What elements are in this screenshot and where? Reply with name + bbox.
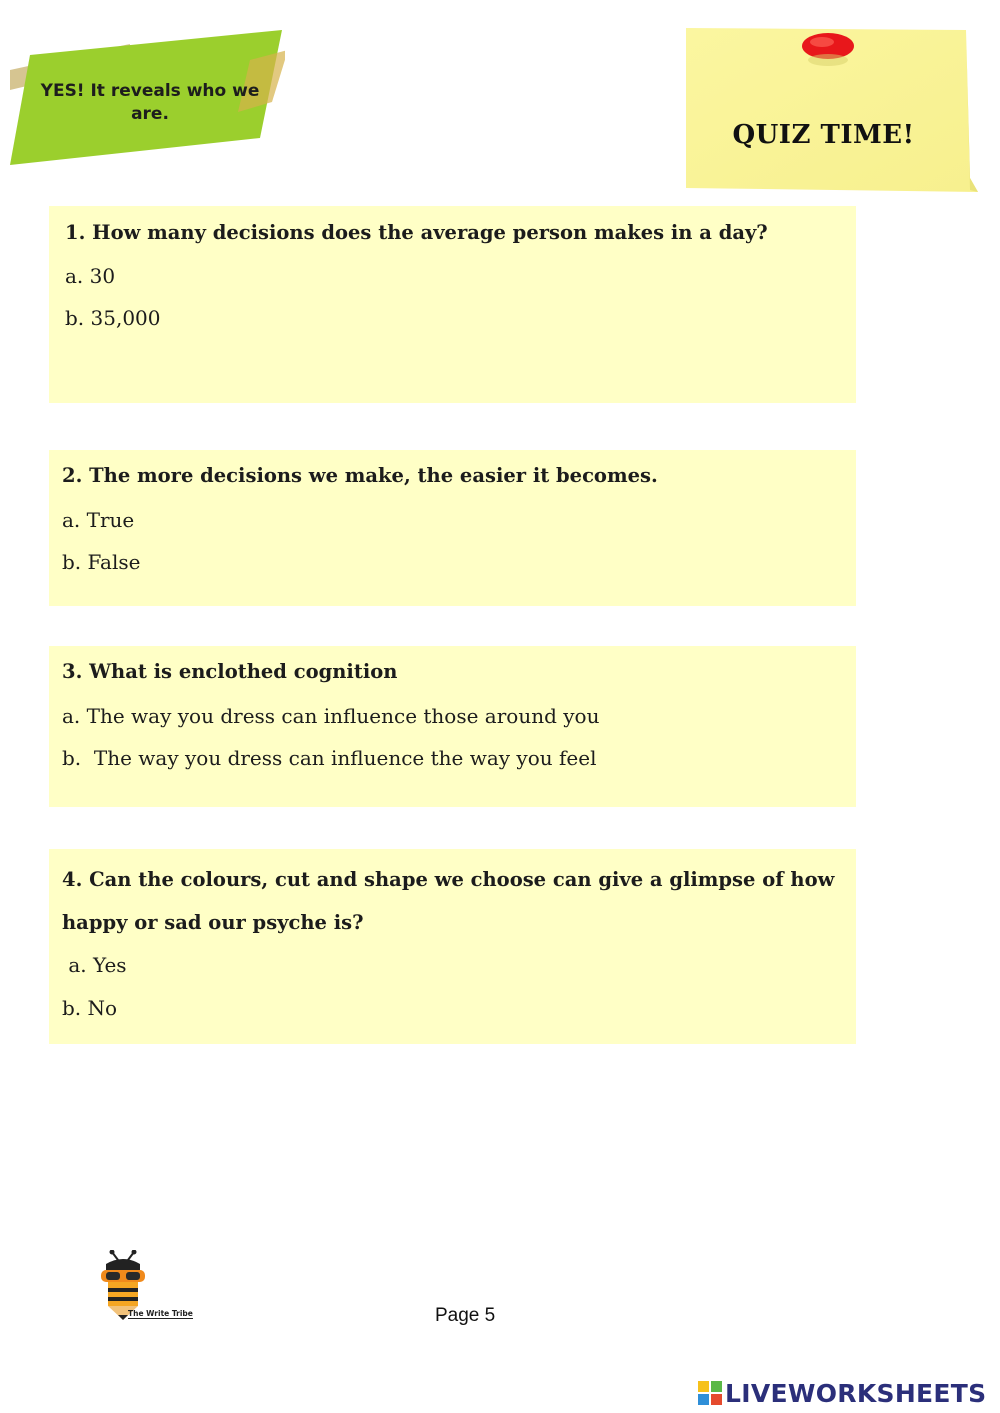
liveworksheets-watermark — [698, 1376, 986, 1410]
write-tribe-logo — [98, 1250, 208, 1330]
options-list — [62, 695, 856, 779]
green-sticker-note — [10, 30, 285, 165]
sticker-text: YES! It reveals who we are. — [40, 81, 260, 124]
option-a[interactable]: a. The way you dress can influence those around you — [62, 704, 600, 728]
pushpin-icon — [798, 30, 858, 70]
option-a[interactable]: a. Yes — [62, 953, 127, 977]
question-text: 1. How many decisions does the average person makes in a day? — [65, 221, 768, 244]
question-text: 2. The more decisions we make, the easier it becomes. — [62, 464, 658, 487]
option-b[interactable]: b. The way you dress can influence the way you feel — [62, 746, 597, 770]
question-text: 3. What is enclothed cognition — [62, 660, 398, 683]
option-b[interactable]: b. No — [62, 996, 118, 1020]
option-a[interactable]: a. True — [62, 508, 135, 532]
question-box-4 — [49, 849, 856, 1044]
option-b[interactable]: b. False — [62, 550, 141, 574]
options-list — [65, 255, 856, 339]
liveworksheets-logo-icon — [698, 1381, 722, 1405]
option-a[interactable]: a. 30 — [65, 264, 116, 288]
quiz-title: QUIZ TIME! — [732, 120, 915, 150]
question-box-1 — [49, 206, 856, 403]
options-list — [62, 499, 856, 583]
options-list — [62, 944, 856, 1030]
question-text: 4. Can the colours, cut and shape we choose can give a glimpse of how happy or sad our psyche is? — [62, 868, 835, 934]
watermark-text: LIVEWORKSHEETS — [725, 1378, 987, 1408]
option-b[interactable]: b. 35,000 — [65, 306, 161, 330]
question-box-2 — [49, 450, 856, 606]
quiz-title-note — [686, 28, 978, 192]
page-number: Page 5 — [435, 1305, 496, 1326]
brand-name: The Write Tribe — [128, 1309, 193, 1318]
question-box-3 — [49, 646, 856, 807]
